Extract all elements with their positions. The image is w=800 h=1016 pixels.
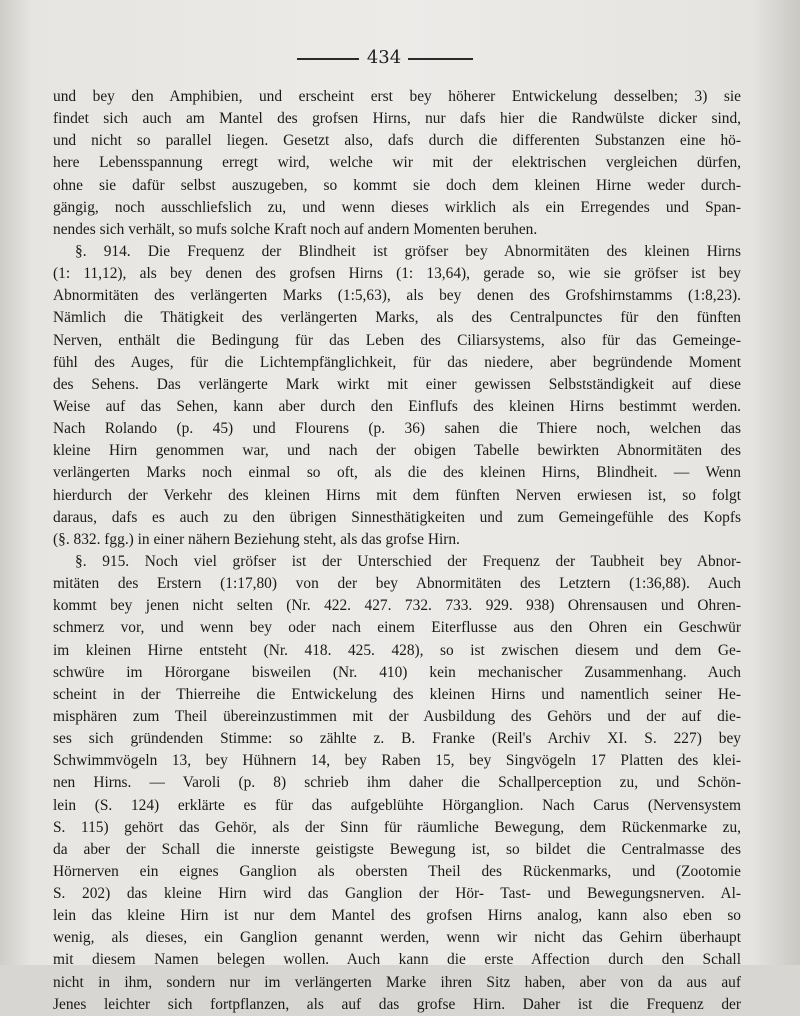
text-line: schmerz vor, und wenn bey oder nach einem Eiterflusse aus den Ohren ein Geschwür [53,619,741,637]
text-line: schwüre im Hörorgane bisweilen (Nr. 410) kein mechanischer Zusammenhang. Auch [53,663,741,681]
text-line: im kleinen Hirne entsteht (Nr. 418. 425. 428), so ist zwischen diesem und dem Ge- [53,641,741,659]
text-line: wenig, als dieses, ein Ganglion genannt werden, wenn wir nicht das Gehirn überhaupt [53,929,741,947]
text-line: here Lebensspannung erregt wird, welche wir mit der elektrischen vergleichen dürfen, [53,154,741,172]
text-line: nicht in ihm, sondern nur im verlängerten Marke ihren Sitz haben, aber von da aus auf [53,973,741,991]
text-line: lein das kleine Hirn ist nur dem Mantel des grofsen Hirns analog, kann also eben so [53,907,741,925]
text-line: Abnormitäten des verlängerten Marks (1:5,63), als bey denen des Grofshirnstamms (1:8,23). [53,287,741,305]
text-line: S. 202) das kleine Hirn wird das Ganglion der Hör- Tast- und Bewegungsnerven. Al- [53,885,741,903]
text-line: misphären zum Theil übereinzustimmen mit der Ausbildung des Gehörs und der auf die- [53,707,741,725]
text-line: mit diesem Namen belegen wollen. Auch kann die erste Affection durch den Schall [53,951,741,969]
text-line: Nerven, enthält die Bedingung für das Leben des Ciliarsystems, also für das Gemeinge- [53,331,741,349]
text-line: S. 115) gehört das Gehör, als der Sinn für räumliche Bewegung, dem Rückenmarke zu, [53,818,741,836]
body-text [53,86,741,1016]
text-line: findet sich auch am Mantel des grofsen Hirns, nur dafs hier die Randwülste dicker sind, [53,110,741,128]
text-line: daraus, dafs es auch zu den übrigen Sinnesthätigkeiten und zum Gemeingefühle des Kopfs [53,508,741,526]
text-line: und bey den Amphibien, und erscheint erst bey höherer Entwickelung desselben; 3) sie [53,88,741,105]
text-line: Schwimmvögeln 13, bey Hühnern 14, bey Raben 15, bey Singvögeln 17 Platten des klei- [53,752,741,770]
page-header [0,46,800,70]
header-rule-right [408,58,473,60]
text-line: scheint in der Thierreihe die Entwickelung des kleinen Hirns und namentlich seiner He- [53,685,741,703]
text-line: (1: 11,12), als bey denen des grofsen Hirns (1: 13,64), gerade so, wie sie gröfser ist bey [53,265,741,283]
text-line: da aber der Schall die innerste geistigste Bewegung ist, so bildet die Centralmasse des [53,840,741,858]
text-line: fühl des Auges, für die Lichtempfänglichkeit, für das niedere, aber begründende Moment [53,353,741,371]
text-line: §. 915. Noch viel gröfser ist der Unterschied der Frequenz der Taubheit bey Abnor- [75,552,741,570]
text-line: nendes sich verhält, so mufs solche Kraft noch auf andern Momenten beruhen. [53,220,538,238]
text-line: kleine Hirn genommen war, und nach der obigen Tabelle bewirkten Abnormitäten des [53,442,741,460]
text-line: kommt bey jenen nicht selten (Nr. 422. 427. 732. 733. 929. 938) Ohrensausen und Ohren- [53,597,741,615]
text-line: ohne sie dafür selbst auszugeben, so kommt sie doch dem kleinen Hirne weder durch- [53,176,741,194]
text-line: Hörnerven ein eignes Ganglion als obersten Theil des Rückenmarks, und (Zootomie [53,862,741,880]
text-line: §. 914. Die Frequenz der Blindheit ist gröfser bey Abnormitäten des kleinen Hirns [75,242,741,260]
text-line: hierdurch der Verkehr des kleinen Hirns mit dem fünften Nerven erwiesen ist, so folgt [53,486,741,504]
text-line: gängig, noch ausschliefslich zu, und wenn dieses wirklich als ein Erregendes und Span- [53,198,741,216]
text-line: lein (S. 124) erklärte es für das aufgeblühte Hörganglion. Nach Carus (Nervensystem [53,796,741,814]
text-line: Weise auf das Sehen, kann aber durch den Einflufs des kleinen Hirns bestimmt werden. [53,397,741,415]
page-number: 434 [366,47,402,68]
text-line: verlängerten Marks noch einmal so oft, als die des kleinen Hirns, Blindheit. — Wenn [53,464,741,482]
text-line: Jenes leichter sich fortpflanzen, als auf das grofse Hirn. Daher ist die Frequenz der [53,995,741,1013]
text-line: (§. 832. fgg.) in einer nähern Beziehung steht, als das grofse Hirn. [53,530,460,548]
text-line: Nach Rolando (p. 45) und Flourens (p. 36) sahen die Thiere noch, welchen das [53,420,741,438]
text-line: und nicht so parallel liegen. Gesetzt also, dafs durch die differenten Substanzen eine hö- [53,132,741,150]
text-line: nen Hirns. — Varoli (p. 8) schrieb ihm daher die Schallperception zu, und Schön- [53,774,741,792]
text-line: Nämlich die Thätigkeit des verlängerten Marks, als des Centralpunctes für den fünften [53,309,741,327]
text-line: mitäten des Erstern (1:17,80) von der bey Abnormitäten des Letztern (1:36,88). Auch [53,575,741,593]
text-line: des Sehens. Das verlängerte Mark wirkt mit einer gewissen Selbstständigkeit auf diese [53,375,741,393]
text-line: ses sich gründenden Stimme: so zählte z. B. Franke (Reil's Archiv XI. S. 227) bey [53,730,741,748]
